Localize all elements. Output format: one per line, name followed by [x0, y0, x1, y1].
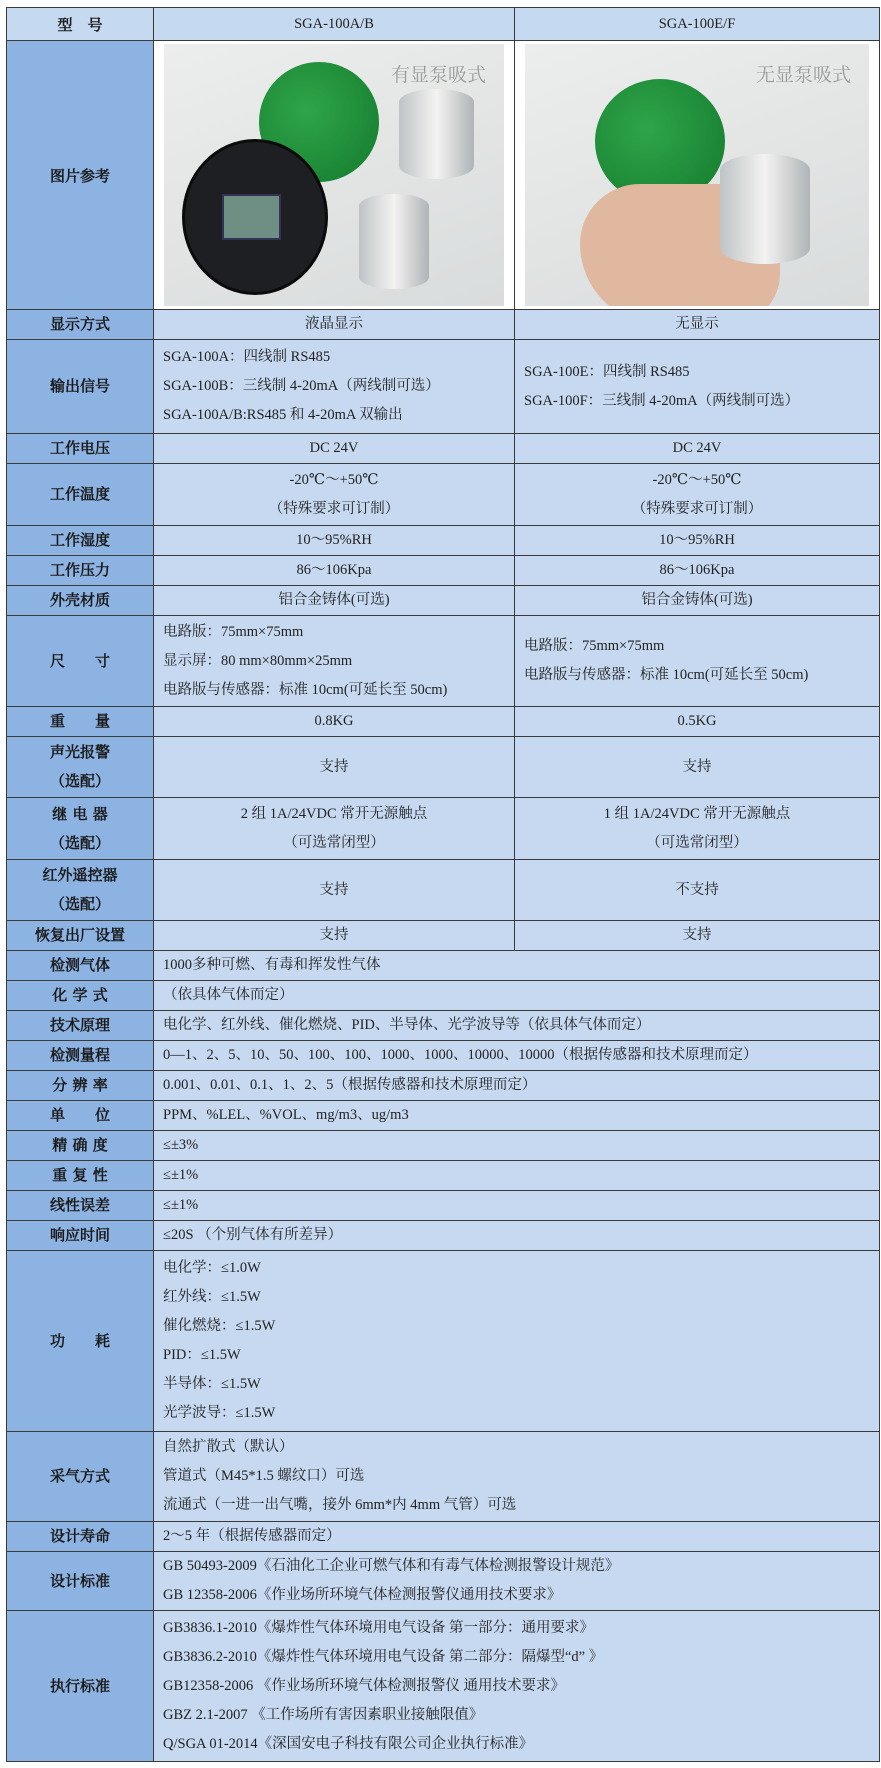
cell-line: 电化学：≤1.0W: [163, 1260, 261, 1276]
spec-value-a: [154, 616, 515, 707]
row-label: [7, 310, 154, 340]
row-label-text: 检测气体: [49, 956, 110, 974]
spec-value: [154, 1131, 880, 1161]
cell-line: 电化学、红外线、催化燃烧、PID、半导体、光学波导等（依具体气体而定）: [163, 1017, 651, 1033]
cell-line: 无显示: [675, 316, 719, 332]
cell-line: 电路版：75mm×75mm: [163, 623, 304, 640]
spec-value-a: [154, 310, 515, 340]
spec-value-e: [515, 434, 880, 464]
cell-line: 0—1、2、5、10、50、100、100、1000、1000、10000、10000（根据传感器和技术原理而定）: [163, 1047, 758, 1063]
cell-line: 1000多种可燃、有毒和挥发性气体: [163, 957, 381, 973]
cell-line: GB 50493-2009《石油化工企业可燃气体和有毒气体检测报警设计规范》: [163, 1558, 620, 1574]
spec-table: [6, 7, 880, 1762]
row-label-text: 采气方式: [49, 1467, 110, 1485]
cell-line: 支持: [319, 927, 349, 943]
cell-line: SGA-100F：三线制 4-20mA（两线制可选）: [524, 392, 800, 409]
cell-line: 不支持: [675, 881, 719, 898]
spec-value-a: [154, 798, 515, 860]
row-label-text: 外壳材质: [49, 591, 110, 609]
cell-line: 光学波导：≤1.5W: [163, 1405, 276, 1421]
cell-line: GB 12358-2006《作业场所环境气体检测报警仪通用技术要求》: [163, 1587, 562, 1603]
cell-line: （特殊要求可订制）: [268, 500, 400, 517]
spec-value-e: [515, 526, 880, 556]
cell-line: PID：≤1.5W: [163, 1347, 241, 1363]
row-label-text: 分 辨 率: [52, 1076, 108, 1094]
spec-value-a: [154, 860, 515, 921]
spec-value-a: [154, 737, 515, 798]
row-label: [7, 1432, 154, 1522]
row-label-text: 声光报警: [49, 743, 110, 761]
cell-line: 支持: [319, 881, 349, 898]
spec-value: [154, 1611, 880, 1762]
cell-line: 0.8KG: [314, 713, 354, 729]
spec-row: [7, 1101, 880, 1131]
row-label: [7, 526, 154, 556]
spec-value-e: [515, 921, 880, 951]
cell-line: 86～106Kpa: [659, 562, 735, 578]
row-label: [7, 1522, 154, 1552]
cell-line: ≤±1%: [163, 1167, 199, 1183]
cell-line: 液晶显示: [305, 316, 363, 332]
cell-line: （特殊要求可订制）: [631, 500, 763, 517]
spec-row: [7, 1522, 880, 1552]
spec-value-a: [154, 556, 515, 586]
photo-label: 图片参考: [7, 41, 154, 310]
spec-value-e: [515, 586, 880, 616]
product-photo-a: [164, 44, 504, 306]
spec-value-e: [515, 707, 880, 737]
row-label: [7, 340, 154, 434]
cell-line: 催化燃烧：≤1.5W: [163, 1318, 276, 1334]
photo-row: [7, 41, 880, 310]
photo-cell-a: [154, 41, 515, 310]
cell-line: DC 24V: [672, 440, 722, 456]
row-label: [7, 737, 154, 798]
spec-value: [154, 1071, 880, 1101]
row-label-text: （选配）: [49, 833, 110, 852]
cell-line: -20℃～+50℃: [652, 471, 742, 488]
row-label-text: 设计寿命: [49, 1527, 110, 1545]
row-label: [7, 616, 154, 707]
spec-row: [7, 1432, 880, 1522]
spec-row: [7, 1161, 880, 1191]
spec-row: [7, 981, 880, 1011]
row-label: [7, 981, 154, 1011]
row-label-text: 红外遥控器: [42, 866, 118, 884]
row-label-text: 响应时间: [49, 1226, 110, 1244]
row-label-text: 设计标准: [49, 1571, 110, 1590]
spec-row: [7, 526, 880, 556]
row-label-text: 执行标准: [49, 1676, 110, 1695]
cell-line: 铝合金铸体(可选): [641, 592, 753, 608]
row-label: [7, 1101, 154, 1131]
row-label: [7, 1161, 154, 1191]
spec-value-e: [515, 340, 880, 434]
cell-line: 电路版与传感器：标准 10cm(可延长至 50cm): [524, 667, 809, 683]
spec-value: [154, 1011, 880, 1041]
model-a: SGA-100A/B: [154, 8, 515, 41]
spec-value: [154, 1161, 880, 1191]
spec-value-e: [515, 798, 880, 860]
cell-line: GB3836.1-2010《爆炸性气体环境用电气设备 第一部分：通用要求》: [163, 1619, 594, 1636]
row-label: [7, 921, 154, 951]
spec-row: [7, 707, 880, 737]
spec-value: [154, 1251, 880, 1432]
row-label-text: 工作湿度: [49, 531, 110, 549]
row-label-text: 功 耗: [49, 1331, 110, 1350]
cell-line: 自然扩散式（默认）: [163, 1439, 294, 1455]
spec-value: [154, 1101, 880, 1131]
cell-line: 10～95%RH: [296, 532, 372, 548]
row-label-text: （选配）: [49, 895, 110, 913]
cell-line: 支持: [319, 758, 349, 775]
model-label: 型 号: [7, 8, 154, 41]
spec-row: [7, 434, 880, 464]
spec-row: [7, 921, 880, 951]
row-label-text: 工作电压: [49, 439, 110, 457]
header-row: [7, 8, 880, 41]
spec-row: [7, 616, 880, 707]
row-label-text: 尺 寸: [49, 651, 110, 670]
cell-line: 支持: [682, 758, 712, 775]
row-label-text: 单 位: [49, 1106, 110, 1124]
spec-row: [7, 798, 880, 860]
row-label: [7, 1041, 154, 1071]
cell-line: （依具体气体而定）: [163, 987, 294, 1003]
spec-row: [7, 860, 880, 921]
spec-value-e: [515, 737, 880, 798]
row-label: [7, 464, 154, 526]
spec-value: [154, 981, 880, 1011]
row-label-text: 化 学 式: [52, 986, 108, 1004]
cell-line: Q/SGA 01-2014《深国安电子科技有限公司企业执行标准》: [163, 1735, 534, 1752]
spec-row: [7, 737, 880, 798]
cell-line: ≤20S （个别气体有所差异）: [163, 1227, 343, 1243]
cell-line: 10～95%RH: [659, 532, 735, 548]
cell-line: 1 组 1A/24VDC 常开无源触点: [603, 805, 791, 822]
cell-line: 电路版与传感器：标准 10cm(可延长至 50cm): [163, 681, 448, 698]
spec-value: [154, 1552, 880, 1611]
row-label-text: 精 确 度: [52, 1136, 108, 1154]
row-label: [7, 860, 154, 921]
cell-line: GB12358-2006 《作业场所环境气体检测报警仪 通用技术要求》: [163, 1677, 565, 1694]
spec-row: [7, 951, 880, 981]
spec-value-a: [154, 464, 515, 526]
cell-line: 管道式（M45*1.5 螺纹口）可选: [163, 1468, 365, 1484]
cell-line: 铝合金铸体(可选): [278, 592, 390, 608]
cell-line: DC 24V: [309, 440, 359, 456]
row-label-text: 显示方式: [49, 315, 110, 333]
row-label-text: 输出信号: [49, 377, 110, 395]
cell-line: 电路版：75mm×75mm: [524, 638, 665, 654]
spec-row: [7, 1131, 880, 1161]
cell-line: 0.5KG: [677, 713, 717, 729]
row-label: [7, 1191, 154, 1221]
cell-line: 2～5 年（根据传感器而定）: [163, 1528, 341, 1544]
cell-line: SGA-100A：四线制 RS485: [163, 349, 331, 365]
spec-value: [154, 951, 880, 981]
cell-line: 支持: [682, 927, 712, 943]
cell-line: 0.001、0.01、0.1、1、2、5（根据传感器和技术原理而定）: [163, 1077, 537, 1093]
spec-value: [154, 1522, 880, 1552]
cell-line: 半导体：≤1.5W: [163, 1376, 261, 1392]
spec-row: [7, 556, 880, 586]
row-label: [7, 556, 154, 586]
spec-value-a: [154, 434, 515, 464]
row-label-text: 工作压力: [49, 561, 110, 579]
spec-value: [154, 1191, 880, 1221]
spec-row: [7, 310, 880, 340]
cell-line: （可选常闭型）: [646, 834, 748, 851]
model-e: SGA-100E/F: [515, 8, 880, 41]
row-label: [7, 1221, 154, 1251]
spec-row: [7, 1221, 880, 1251]
spec-value-e: [515, 616, 880, 707]
cell-line: SGA-100E：四线制 RS485: [524, 363, 690, 380]
photo-cell-e: [515, 41, 880, 310]
spec-value-a: [154, 921, 515, 951]
cell-line: SGA-100B：三线制 4-20mA（两线制可选）: [163, 378, 440, 394]
row-label: [7, 1071, 154, 1101]
row-label: [7, 586, 154, 616]
row-label: [7, 798, 154, 860]
spec-row: [7, 1251, 880, 1432]
row-label: [7, 707, 154, 737]
product-photo-e: [525, 44, 869, 306]
spec-row: [7, 1611, 880, 1762]
row-label-text: 技术原理: [49, 1016, 110, 1034]
row-label: [7, 951, 154, 981]
spec-value-a: [154, 707, 515, 737]
spec-value-e: [515, 556, 880, 586]
photo-tag-e: 无显泵吸式: [755, 64, 851, 86]
spec-value-e: [515, 310, 880, 340]
spec-row: [7, 1041, 880, 1071]
row-label-text: 工作温度: [49, 485, 110, 503]
row-label: [7, 1011, 154, 1041]
cell-line: 红外线：≤1.5W: [163, 1289, 261, 1305]
spec-value: [154, 1432, 880, 1522]
cell-line: 2 组 1A/24VDC 常开无源触点: [240, 805, 428, 822]
cell-line: GBZ 2.1-2007 《工作场所有害因素职业接触限值》: [163, 1706, 484, 1723]
spec-row: [7, 1071, 880, 1101]
spec-value: [154, 1041, 880, 1071]
spec-row: [7, 586, 880, 616]
row-label: [7, 1611, 154, 1762]
row-label: [7, 1251, 154, 1432]
cell-line: SGA-100A/B:RS485 和 4-20mA 双输出: [163, 407, 403, 423]
row-label-text: 恢复出厂设置: [34, 926, 125, 944]
row-label-text: （选配）: [49, 772, 110, 790]
cell-line: 显示屏：80 mm×80mm×25mm: [163, 652, 353, 669]
spec-value-e: [515, 860, 880, 921]
row-label-text: 重 复 性: [52, 1166, 108, 1184]
row-label-text: 重 量: [49, 712, 110, 730]
cell-line: （可选常闭型）: [283, 834, 385, 851]
spec-row: [7, 340, 880, 434]
spec-row: [7, 1191, 880, 1221]
row-label-text: 检测量程: [49, 1046, 110, 1064]
cell-line: PPM、%LEL、%VOL、mg/m3、ug/m3: [163, 1107, 409, 1123]
row-label: [7, 1131, 154, 1161]
cell-line: 流通式（一进一出气嘴，接外 6mm*内 4mm 气管）可选: [163, 1497, 517, 1513]
row-label: [7, 1552, 154, 1611]
spec-value-a: [154, 340, 515, 434]
spec-row: [7, 464, 880, 526]
cell-line: 86～106Kpa: [296, 562, 372, 578]
spec-value-a: [154, 586, 515, 616]
cell-line: -20℃～+50℃: [289, 471, 379, 488]
spec-value: [154, 1221, 880, 1251]
cell-line: GB3836.2-2010《爆炸性气体环境用电气设备 第二部分：隔爆型“d” 》: [163, 1648, 604, 1665]
spec-value-e: [515, 464, 880, 526]
spec-row: [7, 1552, 880, 1611]
spec-value-a: [154, 526, 515, 556]
spec-row: [7, 1011, 880, 1041]
cell-line: ≤±1%: [163, 1197, 199, 1213]
row-label: [7, 434, 154, 464]
row-label-text: 继 电 器: [52, 804, 108, 823]
row-label-text: 线性误差: [49, 1196, 110, 1214]
cell-line: ≤±3%: [163, 1137, 199, 1153]
photo-tag-a: 有显泵吸式: [390, 64, 486, 86]
